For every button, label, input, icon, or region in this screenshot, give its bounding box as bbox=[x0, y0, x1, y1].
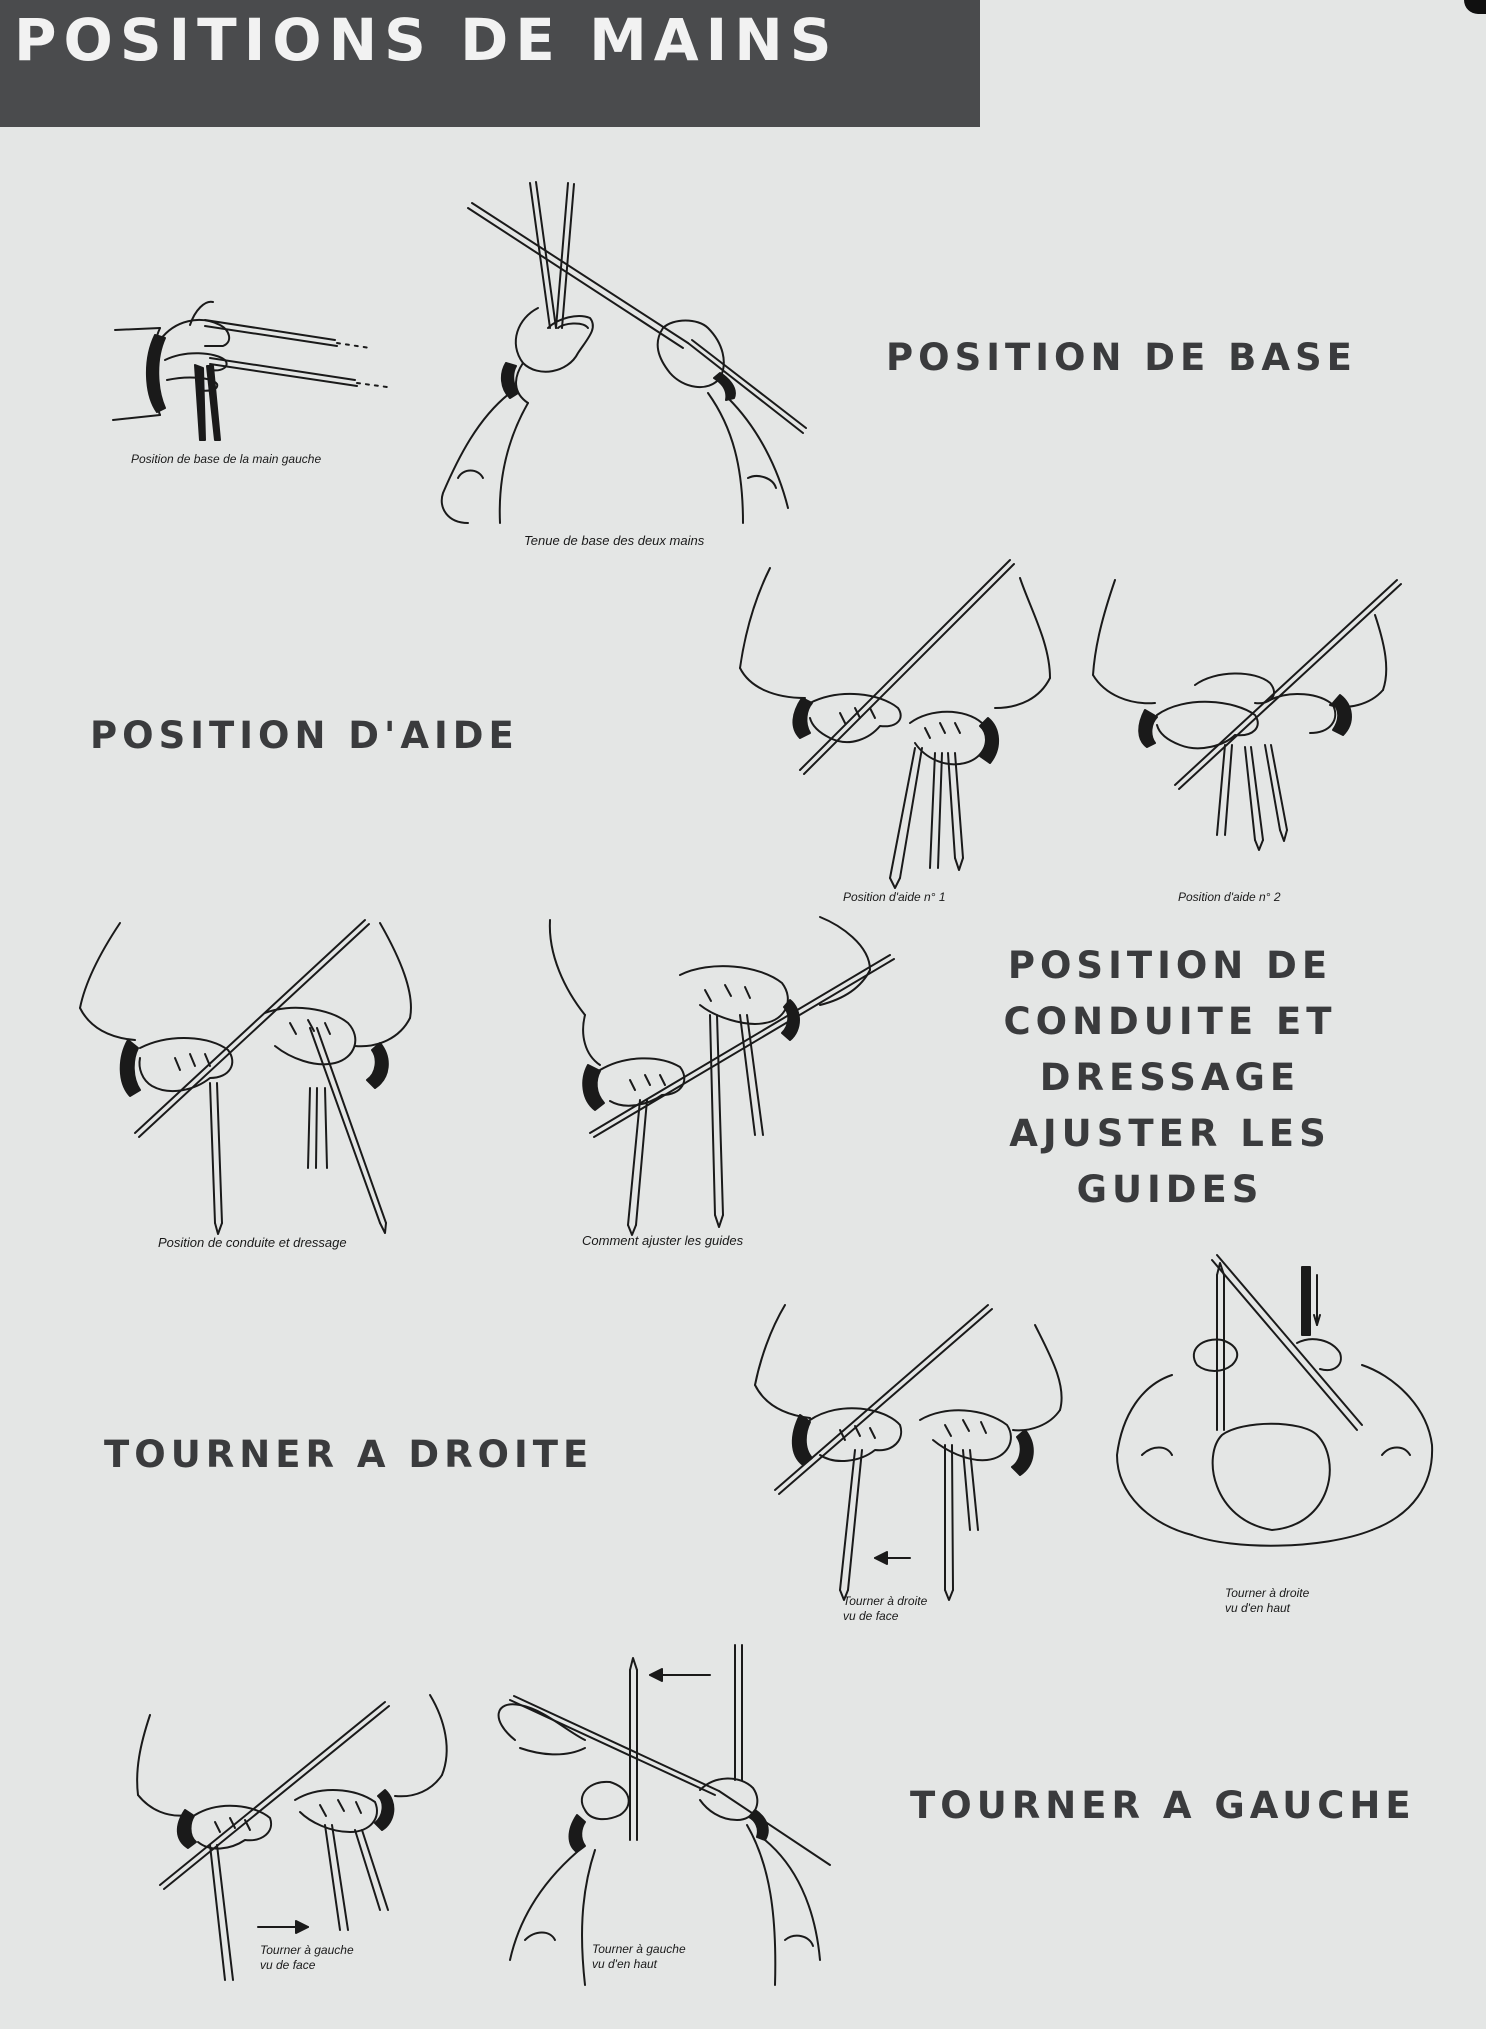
ajuster-guides-illustration bbox=[540, 915, 900, 1235]
caption-aide-2: Position d'aide n° 2 bbox=[1178, 890, 1281, 904]
caption-line: vu de face bbox=[843, 1609, 899, 1623]
heading-tourner-a-droite: TOURNER A DROITE bbox=[104, 1433, 594, 1476]
left-hand-base-illustration bbox=[105, 280, 385, 450]
caption-aide-1: Position d'aide n° 1 bbox=[843, 890, 946, 904]
caption-line: vu d'en haut bbox=[1225, 1601, 1291, 1615]
tourner-droite-haut-illustration bbox=[1112, 1255, 1442, 1585]
caption-line: vu de face bbox=[260, 1958, 316, 1972]
heading-tourner-a-gauche: TOURNER A GAUCHE bbox=[910, 1784, 1416, 1827]
heading-line: CONDUITE ET bbox=[1003, 1000, 1337, 1043]
both-hands-base-illustration bbox=[438, 178, 808, 523]
heading-position-d-aide: POSITION D'AIDE bbox=[90, 714, 519, 757]
caption-line: Tourner à droite bbox=[843, 1594, 928, 1608]
caption-line: vu d'en haut bbox=[592, 1957, 658, 1971]
aide-1-illustration bbox=[730, 558, 1060, 888]
caption-ajuster-guides: Comment ajuster les guides bbox=[582, 1233, 744, 1248]
caption-tourner-gauche-face bbox=[260, 1943, 354, 1973]
caption-tourner-gauche-haut bbox=[592, 1942, 686, 1972]
heading-line: GUIDES bbox=[1076, 1168, 1264, 1211]
heading-line: DRESSAGE bbox=[1039, 1056, 1301, 1099]
caption-line: Tourner à gauche bbox=[260, 1943, 354, 1957]
corner-mark bbox=[1464, 0, 1486, 14]
heading-position-de-base: POSITION DE BASE bbox=[886, 336, 1357, 379]
page-title: POSITIONS DE MAINS bbox=[14, 6, 839, 74]
caption-tourner-droite-haut bbox=[1225, 1586, 1309, 1616]
title-band bbox=[0, 0, 980, 127]
tourner-droite-face-illustration bbox=[755, 1300, 1075, 1600]
caption-both-hands-base: Tenue de base des deux mains bbox=[524, 533, 705, 548]
caption-line: Tourner à droite bbox=[1225, 1586, 1310, 1600]
tourner-gauche-haut-illustration bbox=[485, 1640, 845, 1990]
caption-tourner-droite-face bbox=[843, 1594, 927, 1624]
heading-line: POSITION DE bbox=[1007, 944, 1333, 987]
heading-conduite-dressage bbox=[985, 938, 1355, 1218]
heading-line: AJUSTER LES bbox=[1009, 1112, 1331, 1155]
caption-conduite-dressage: Position de conduite et dressage bbox=[158, 1235, 347, 1250]
conduite-dressage-illustration bbox=[80, 918, 450, 1238]
caption-left-hand-base: Position de base de la main gauche bbox=[131, 452, 322, 466]
aide-2-illustration bbox=[1085, 575, 1405, 855]
caption-line: Tourner à gauche bbox=[592, 1942, 686, 1956]
